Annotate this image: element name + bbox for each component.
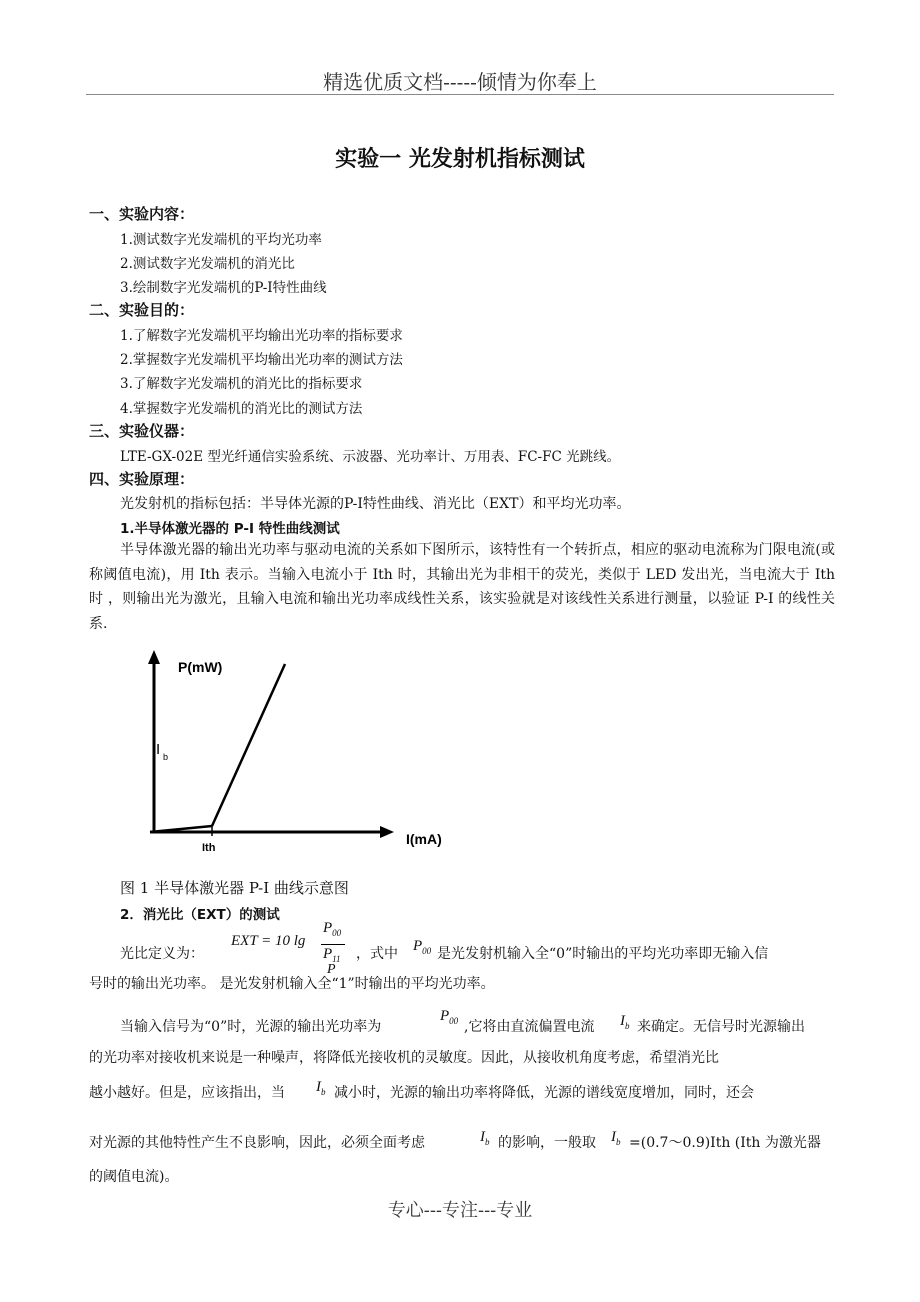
subheading-ext: 2．消光比（EXT）的测试 [120, 907, 280, 923]
formula-lhs: EXT = 10 lg [231, 933, 306, 949]
ib-subscript: b [163, 752, 169, 762]
formula-denominator: $P_{11}$ [323, 946, 341, 964]
fraction-bar [321, 944, 345, 945]
page-footer: 专心---专注---专业 [387, 1200, 533, 1221]
ib-symbol-2: $I_b$ [316, 1079, 326, 1097]
para2-line4-a: 对光源的其他特性产生不良影响，因此，必须全面考虑 [89, 1135, 425, 1151]
list-item: 3.了解数字光发端机的消光比的指标要求 [120, 376, 363, 392]
ext-definition-mid: ，式中 [356, 946, 398, 962]
figure-caption: 图 1 半导体激光器 P-I 曲线示意图 [120, 879, 349, 897]
list-item: 2.测试数字光发端机的消光比 [120, 256, 295, 272]
section-heading-content: 一、实验内容： [89, 205, 195, 223]
formula-numerator: $P_{00}$ [323, 920, 342, 938]
para2-line1-a: 当输入信号为“0”时，光源的输出光功率为 [120, 1019, 382, 1035]
para2-line4-b: 的影响，一般取 [498, 1135, 596, 1151]
ib-symbol-3: $I_b$ [480, 1129, 490, 1147]
section-heading-instruments: 三、实验仪器： [89, 422, 195, 440]
para2-line1-b: ,它将由直流偏置电流 [464, 1019, 595, 1035]
section-heading-principle: 四、实验原理： [89, 470, 195, 488]
instruments-text: LTE-GX-02E 型光纤通信实验系统、示波器、光功率计、万用表、FC-FC 光跳线。 [120, 449, 621, 465]
laser-segment [212, 664, 285, 826]
para2-line5: 的阈值电流)。 [89, 1169, 179, 1185]
para2-line2: 的光功率对接收机来说是一种噪声，将降低光接收机的灵敏度。因此，从接收机角度考虑，希望消光比 [89, 1050, 719, 1066]
ib-symbol-4: $I_b$ [611, 1129, 621, 1147]
ib-label: I [156, 741, 161, 758]
section-heading-purpose: 二、实验目的： [89, 301, 195, 319]
list-item: 1.了解数字光发端机平均输出光功率的指标要求 [120, 328, 403, 344]
x-axis-label: I(mA) [406, 831, 442, 847]
subheading-pi-curve: 1.半导体激光器的 P-I 特性曲线测试 [120, 521, 340, 537]
y-axis-label: P(mW) [178, 659, 223, 675]
principle-intro: 光发射机的指标包括：半导体光源的P-I特性曲线、消光比（EXT）和平均光功率。 [120, 496, 631, 512]
p00-symbol: $P_{00}$ [413, 938, 432, 956]
y-axis-arrow [148, 650, 160, 664]
list-item: 3.绘制数字光发端机的P-I特性曲线 [120, 280, 327, 296]
p00-symbol-2: $P_{00}$ [440, 1008, 459, 1026]
para2-line4-c: =(0.7～0.9)Ith (Ith 为激光器 [629, 1135, 821, 1151]
ext-definition-rest: 是光发射机输入全“0”时输出的平均光功率即无输入信 [437, 946, 769, 962]
list-item: 4.掌握数字光发端机的消光比的测试方法 [120, 401, 363, 417]
ith-label: Ith [202, 842, 216, 854]
list-item: 2.掌握数字光发端机平均输出光功率的测试方法 [120, 352, 403, 368]
pi-curve-figure [140, 648, 460, 858]
header-divider [86, 94, 834, 95]
para2-line3-b: 减小时，光源的输出功率将降低，光源的谱线宽度增加，同时，还会 [334, 1085, 754, 1101]
list-item: 1.测试数字光发端机的平均光功率 [120, 232, 322, 248]
page-header: 精选优质文档-----倾情为你奉上 [323, 70, 597, 94]
ib-symbol: $I_b$ [620, 1013, 630, 1031]
formula-overlap-p: P [327, 962, 336, 977]
para2-line3-a: 越小越好。但是，应该指出，当 [89, 1085, 285, 1101]
para2-line1-c: 来确定。无信号时光源输出 [637, 1019, 805, 1035]
x-axis-arrow [380, 826, 394, 838]
ext-definition-line2: 号时的输出光功率。 是光发射机输入全“1”时输出的平均光功率。 [89, 976, 495, 992]
page-title: 实验一 光发射机指标测试 [335, 147, 585, 172]
ext-definition-prefix: 光比定义为： [120, 946, 204, 962]
paragraph-pi-curve: 半导体激光器的输出光功率与驱动电流的关系如下图所示，该特性有一个转折点，相应的驱动电流称为门限电流(或称阈值电流)，用 Ith 表示。当输入电流小于 Ith 时，其输出光为非相干的荧光，类似于 LED 发出光，当电流大于 Ith 时 ，则输出光为激光，且输入电流和输出光功率成线性关系，该实验就是对该线性关系进行测量，以验证 P-I 的线性关系. [89, 542, 835, 632]
